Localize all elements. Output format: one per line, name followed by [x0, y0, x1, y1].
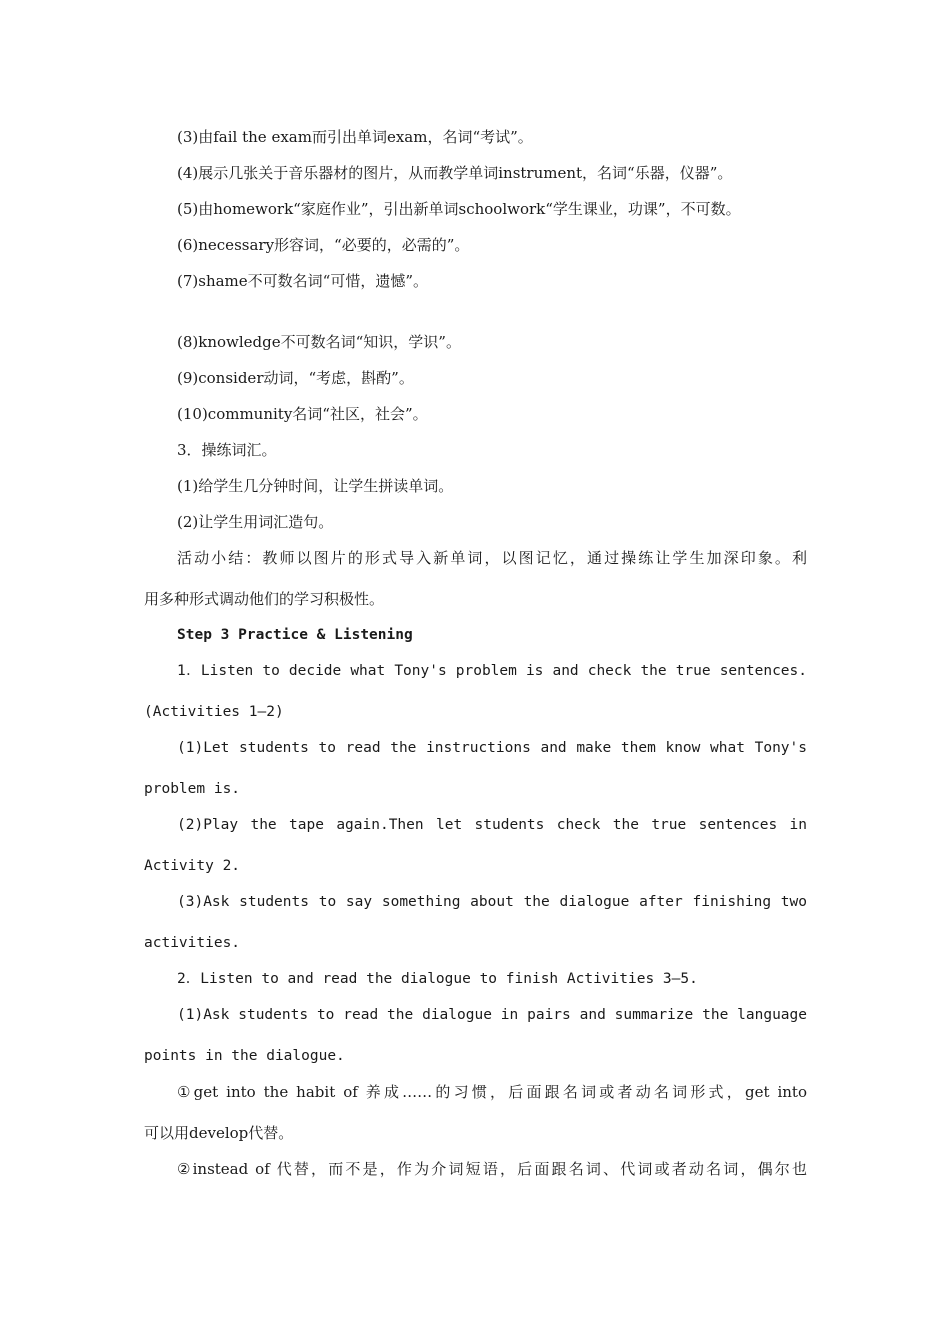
- listening-task-1-line2: (Activities 1—2): [144, 704, 284, 720]
- vocab-item-consider: (9)consider动词，“考虑，斟酌”。: [177, 369, 414, 387]
- listening-task-2: 2．Listen to and read the dialogue to finish Activities 3—5.: [177, 971, 698, 987]
- vocab-item-necessary: (6)necessary形容词，“必要的，必需的”。: [177, 236, 470, 254]
- vocab-item-shame: (7)shame不可数名词“可惜，遗憾”。: [177, 272, 428, 290]
- step-item-1-line1: (1)Let students to read the instructions and make them know what Tony's: [177, 740, 807, 756]
- step-heading: Step 3 Practice & Listening: [177, 627, 413, 643]
- step-item-2-line1: (2)Play the tape again.Then let students check the true sentences in: [177, 817, 807, 833]
- activity-summary-line1: 活动小结：教师以图片的形式导入新单词，以图记忆，通过操练让学生加深印象。利: [177, 549, 807, 567]
- language-point-2-line1: ②instead of 代替，而不是，作为介词短语，后面跟名词、代词或者动名词，偶尔也: [177, 1160, 807, 1178]
- step-item-3-line1: (3)Ask students to say something about the dialogue after finishing two: [177, 894, 807, 910]
- language-point-1-line1: ①get into the habit of 养成……的习惯，后面跟名词或者动名词形式，get into: [177, 1083, 807, 1101]
- step-item-2-line2: Activity 2.: [144, 858, 241, 874]
- vocab-item-instrument: (4)展示几张关于音乐器材的图片，从而教学单词instrument，名词“乐器，仪器”。: [177, 164, 733, 182]
- vocab-item-exam: (3)由fail the exam而引出单词exam，名词“考试”。: [177, 128, 533, 146]
- listening-task-1-line1: 1．Listen to decide what Tony's problem is and check the true sentences.: [177, 663, 807, 679]
- language-point-1-line2: 可以用develop代替。: [144, 1124, 294, 1142]
- dialogue-item-1-line2: points in the dialogue.: [144, 1048, 345, 1064]
- step-item-1-line2: problem is.: [144, 781, 241, 797]
- dialogue-item-1-line1: (1)Ask students to read the dialogue in pairs and summarize the language: [177, 1007, 807, 1023]
- practice-item-sentences: (2)让学生用词汇造句。: [177, 513, 334, 531]
- section-heading-practice-vocab: 3．操练词汇。: [177, 441, 277, 459]
- step-item-3-line2: activities.: [144, 935, 241, 951]
- vocab-item-community: (10)community名词“社区，社会”。: [177, 405, 428, 423]
- practice-item-spell: (1)给学生几分钟时间，让学生拼读单词。: [177, 477, 454, 495]
- activity-summary-line2: 用多种形式调动他们的学习积极性。: [144, 590, 385, 608]
- vocab-item-knowledge: (8)knowledge不可数名词“知识，学识”。: [177, 333, 461, 351]
- vocab-item-schoolwork: (5)由homework“家庭作业”，引出新单词schoolwork“学生课业，功课”，不可数。: [177, 200, 741, 218]
